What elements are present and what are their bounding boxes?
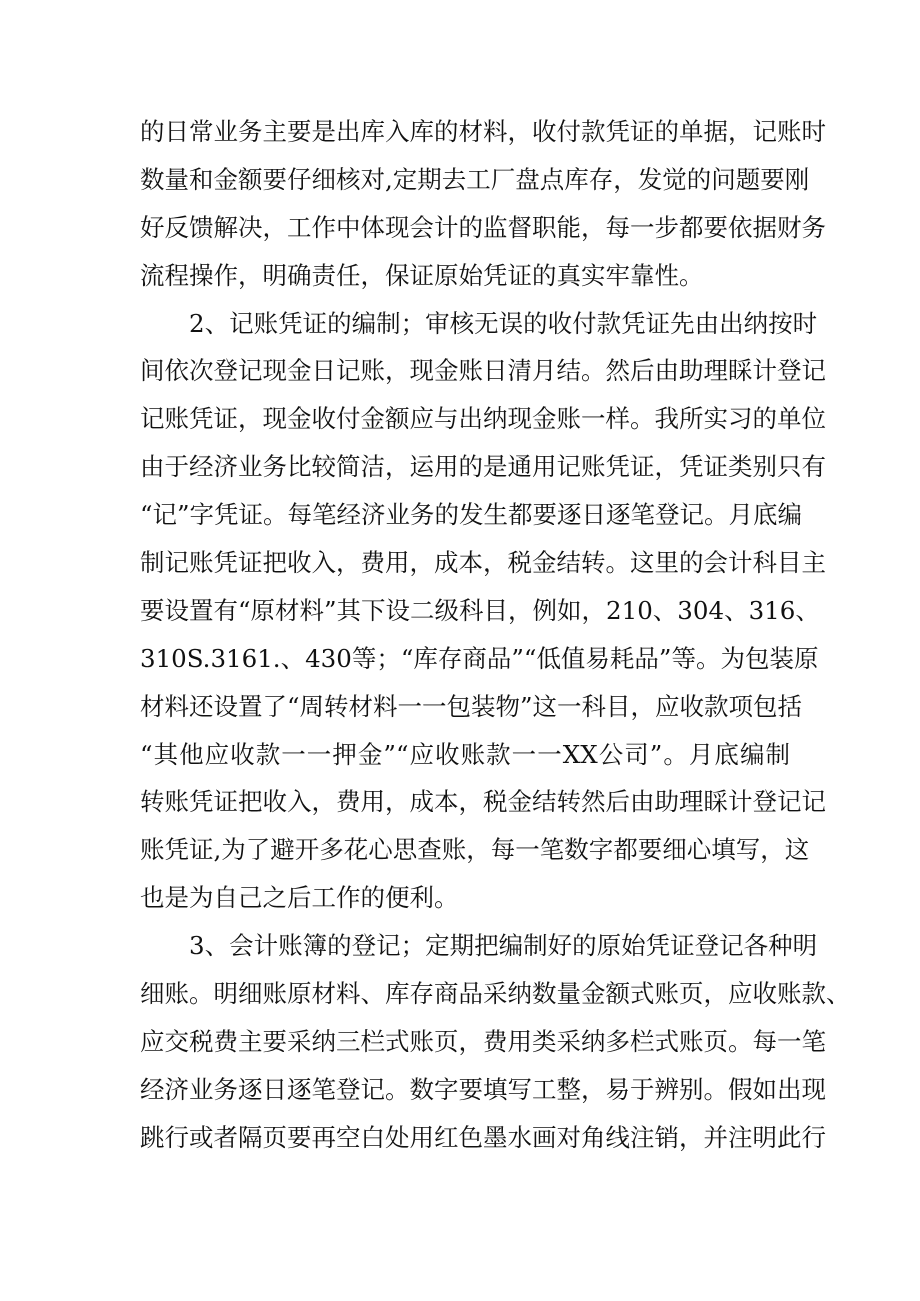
paragraph-1-line-4: 流程操作，明确责任，保证原始凭证的真实牢靠性。 <box>140 260 704 290</box>
paragraph-2-line-4: 由于经济业务比较简洁，运用的是通用记账凭证，凭证类别只有 <box>140 452 826 482</box>
paragraph-1-line-1: 的日常业务主要是出库入库的材料，收付款凭证的单据，记账时 <box>140 117 826 146</box>
document-body <box>140 108 851 1162</box>
paragraph-2-line-10: “其他应收款一一押金”“应收账款一一XX公司”。月底编制 <box>140 739 790 769</box>
paragraph-2-line-2: 间依次登记现金日记账，现金账日清月结。然后由助理睬计登记 <box>140 356 826 386</box>
paragraph-3-line-1: 3、会计账簿的登记；定期把编制好的原始凭证登记各种明 <box>189 931 818 961</box>
paragraph-2-line-3: 记账凭证，现金收付金额应与出纳现金账一样。我所实习的单位 <box>140 404 826 434</box>
paragraph-3-line-4: 经济业务逐日逐笔登记。数字要填写工整，易于辨别。假如出现 <box>140 1074 826 1104</box>
paragraph-2-line-11: 转账凭证把收入，费用，成本，税金结转然后由助理睬计登记记 <box>140 787 826 817</box>
paragraph-2-line-12: 账凭证,为了避开多花心思查账，每一笔数字都要细心填写，这 <box>140 835 810 865</box>
paragraph-3-line-3: 应交税费主要采纳三栏式账页，费用类采纳多栏式账页。每一笔 <box>140 1026 826 1056</box>
paragraph-2-line-6: 制记账凭证把收入，费用，成本，税金结转。这里的会计科目主 <box>140 548 826 578</box>
paragraph-3-line-2: 细账。明细账原材料、库存商品采纳数量金额式账页，应收账款、 <box>140 979 851 1009</box>
paragraph-2-line-7: 要设置有“原材料”其下设二级科目，例如，210、304、316、 <box>140 595 820 625</box>
paragraph-2-line-8: 310S.3161.、430等；“库存商品”“低值易耗品”等。为包装原 <box>140 643 819 673</box>
paragraph-2-line-13: 也是为自己之后工作的便利。 <box>140 883 459 913</box>
paragraph-2-line-9: 材料还设置了“周转材料一一包装物”这一科目，应收款项包括 <box>140 691 803 721</box>
paragraph-1-line-3: 好反馈解决，工作中体现会计的监督职能，每一步都要依据财务 <box>140 212 826 242</box>
paragraph-3-line-5: 跳行或者隔页要再空白处用红色墨水画对角线注销，并注明此行 <box>140 1122 826 1152</box>
paragraph-2-line-5: “记”字凭证。每笔经济业务的发生都要逐日逐笔登记。月底编 <box>140 500 803 530</box>
paragraph-1-line-2: 数量和金额要仔细核对,定期去工厂盘点库存，发觉的问题要刚 <box>140 164 810 194</box>
paragraph-2-line-1: 2、记账凭证的编制；审核无误的收付款凭证先由出纳按时 <box>189 308 818 338</box>
